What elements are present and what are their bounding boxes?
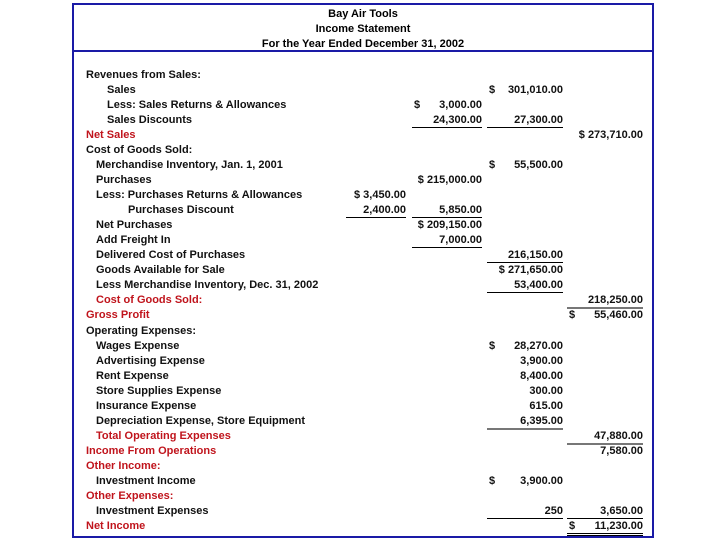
amount-value: 3,650.00	[600, 504, 643, 517]
statement-row	[74, 113, 652, 128]
amount-c2	[412, 98, 482, 112]
statement-row	[74, 414, 652, 429]
row-label: Depreciation Expense, Store Equipment	[96, 414, 306, 427]
statement-row	[74, 278, 652, 293]
row-label: Revenues from Sales:	[86, 69, 201, 81]
row-label: Advertising Expense	[96, 354, 205, 367]
amount-c4	[567, 444, 643, 458]
statement-row	[74, 263, 652, 278]
amount-value: 615.00	[529, 399, 563, 412]
amount-value: 218,250.00	[587, 294, 643, 307]
row-label: Less: Sales Returns & Allowances	[107, 99, 287, 112]
statement-row	[74, 429, 652, 444]
row-label: Purchases	[96, 174, 152, 187]
row-label: Delivered Cost of Purchases	[96, 249, 246, 262]
statement-row	[74, 143, 652, 158]
row-label: Less: Purchases Returns & Allowances	[96, 189, 303, 202]
row-label: Investment Income	[96, 474, 196, 487]
statement-row	[74, 504, 652, 519]
amount-c3	[487, 474, 563, 488]
row-label: Sales	[107, 84, 136, 97]
statement-header	[74, 5, 652, 52]
row-label: Other Income:	[86, 459, 161, 472]
row-label: Store Supplies Expense	[96, 384, 222, 397]
row-label: Net Income	[86, 519, 146, 532]
amount-c3	[487, 414, 563, 430]
amount-value: $ 271,650.00	[498, 264, 563, 277]
statement-row	[74, 519, 652, 534]
row-label: Add Freight In	[96, 234, 171, 247]
dollar-sign: $	[489, 474, 496, 487]
statement-row	[74, 248, 652, 263]
amount-value: 55,460.00	[594, 309, 643, 322]
statement-period: For the Year Ended December 31, 2002	[261, 38, 465, 50]
amount-c2	[412, 203, 482, 218]
dollar-sign: $	[489, 159, 496, 172]
row-label: Sales Discounts	[107, 114, 192, 127]
amount-c3	[487, 263, 563, 277]
statement-row	[74, 489, 652, 504]
amount-value: 5,850.00	[439, 204, 482, 217]
amount-value: 8,400.00	[520, 369, 563, 382]
amount-value: 300.00	[529, 384, 563, 397]
amount-value: $ 273,710.00	[578, 129, 643, 142]
statement-row	[74, 98, 652, 113]
row-label: Cost of Goods Sold:	[96, 294, 203, 307]
amount-c3	[487, 158, 563, 172]
amount-c4	[567, 293, 643, 309]
statement-row	[74, 308, 652, 323]
amount-c4	[567, 308, 643, 322]
row-label: Other Expenses:	[86, 489, 174, 502]
amount-c4	[567, 429, 643, 445]
income-statement	[72, 3, 654, 538]
row-label: Net Sales	[86, 129, 136, 142]
amount-value: 3,900.00	[520, 354, 563, 367]
statement-row	[74, 444, 652, 459]
row-label: Rent Expense	[96, 369, 169, 382]
statement-row	[74, 233, 652, 248]
row-label: Less Merchandise Inventory, Dec. 31, 2002	[96, 279, 319, 292]
amount-c3	[487, 248, 563, 263]
row-label: Wages Expense	[96, 339, 180, 352]
statement-row	[74, 128, 652, 143]
amount-value: 250	[544, 504, 563, 517]
amount-c3	[487, 278, 563, 293]
amount-value: 27,300.00	[514, 114, 563, 127]
row-label: Net Purchases	[96, 219, 173, 232]
statement-row	[74, 83, 652, 98]
amount-c4	[567, 128, 643, 142]
dollar-sign: $	[569, 309, 576, 322]
statement-row	[74, 203, 652, 218]
row-label: Cost of Goods Sold:	[86, 144, 193, 157]
statement-row	[74, 68, 652, 83]
statement-title: Income Statement	[315, 23, 411, 35]
row-label: Purchases Discount	[128, 204, 234, 217]
statement-row	[74, 324, 652, 339]
statement-row	[74, 339, 652, 354]
amount-c3	[487, 113, 563, 128]
statement-row	[74, 474, 652, 489]
statement-row	[74, 384, 652, 399]
amount-value: $ 3,450.00	[354, 189, 406, 202]
amount-c3	[487, 83, 563, 97]
statement-row	[74, 369, 652, 384]
amount-value: 24,300.00	[433, 114, 482, 127]
amount-value: 28,270.00	[514, 339, 563, 352]
amount-value: 47,880.00	[594, 429, 643, 442]
amount-value: 55,500.00	[514, 159, 563, 172]
row-label: Insurance Expense	[96, 399, 197, 412]
amount-value: $ 215,000.00	[417, 174, 482, 187]
amount-c4	[567, 519, 643, 536]
row-label: Total Operating Expenses	[96, 429, 231, 442]
amount-c3	[487, 384, 563, 398]
amount-value: 6,395.00	[520, 414, 563, 427]
amount-value: 53,400.00	[514, 279, 563, 292]
amount-value: 3,000.00	[439, 99, 482, 112]
row-label: Operating Expenses:	[86, 324, 197, 337]
statement-row	[74, 354, 652, 369]
row-label: Merchandise Inventory, Jan. 1, 2001	[96, 159, 283, 172]
amount-c3	[487, 399, 563, 413]
row-label: Investment Expenses	[96, 504, 209, 517]
amount-value: $ 209,150.00	[417, 219, 482, 232]
row-label: Income From Operations	[86, 444, 217, 457]
amount-c3	[487, 504, 563, 519]
statement-row	[74, 293, 652, 308]
amount-value: 216,150.00	[507, 249, 563, 262]
amount-c3	[487, 354, 563, 368]
statement-row	[74, 188, 652, 203]
statement-row	[74, 218, 652, 233]
statement-row	[74, 158, 652, 173]
amount-value: 3,900.00	[520, 474, 563, 487]
row-label: Gross Profit	[86, 309, 150, 322]
statement-row	[74, 173, 652, 188]
amount-c3	[487, 369, 563, 383]
amount-c2	[412, 173, 482, 187]
amount-value: 7,000.00	[439, 234, 482, 247]
dollar-sign: $	[489, 339, 496, 352]
amount-value: 2,400.00	[363, 204, 406, 217]
amount-c2	[412, 233, 482, 248]
amount-value: 301,010.00	[507, 84, 563, 97]
amount-value: 11,230.00	[594, 519, 643, 532]
amount-c2	[412, 113, 482, 128]
company-name: Bay Air Tools	[328, 8, 398, 20]
statement-row	[74, 399, 652, 414]
dollar-sign: $	[569, 519, 576, 532]
row-label: Goods Available for Sale	[96, 264, 225, 277]
statement-row	[74, 459, 652, 474]
amount-c1	[346, 188, 406, 202]
dollar-sign: $	[489, 84, 496, 97]
dollar-sign: $	[414, 99, 421, 112]
amount-value: 7,580.00	[600, 444, 643, 457]
amount-c4	[567, 504, 643, 519]
amount-c3	[487, 339, 563, 353]
amount-c2	[412, 218, 482, 232]
amount-c1	[346, 203, 406, 218]
